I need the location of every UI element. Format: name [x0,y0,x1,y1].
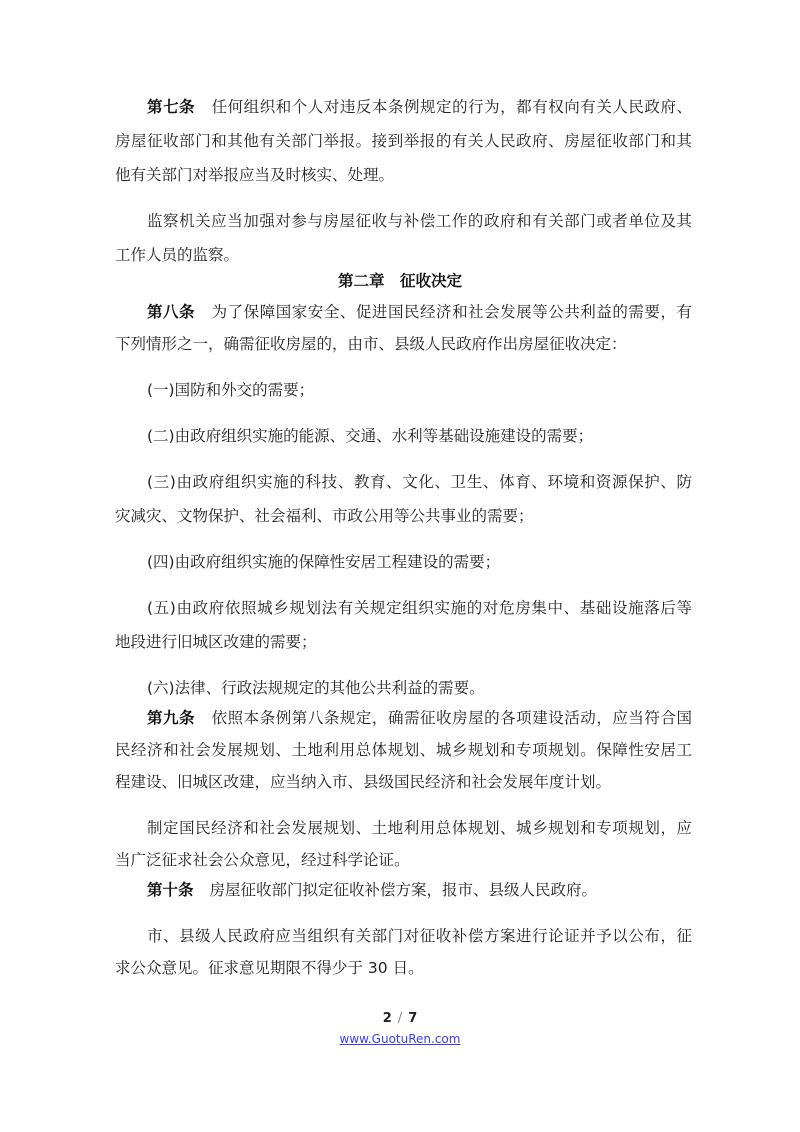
article-label: 第十条 [147,881,194,899]
text-line: 民经济和社会发展规划、土地利用总体规划、城乡规划和专项规划。保障性安居工 [115,741,692,759]
chapter-heading: 第二章 征收决定 [337,272,462,290]
text-line: 监察机关应当加强对参与房屋征收与补偿工作的政府和有关部门或者单位及其 [147,212,692,230]
text-line: 求公众意见。征求意见期限不得少于 30 日。 [115,959,424,977]
text-line: 他有关部门对举报应当及时核实、处理。 [115,166,395,184]
text-line: 下列情形之一，确需征收房屋的，由市、县级人民政府作出房屋征收决定： [115,335,627,353]
text-line: 房屋征收部门和其他有关部门举报。接到举报的有关人民政府、房屋征收部门和其 [115,132,692,150]
text-line: 程建设、旧城区改建，应当纳入市、县级国民经济和社会发展年度计划。 [115,773,612,791]
article-label: 第七条 [147,98,196,116]
text-line: 灾减灾、文物保护、社会福利、市政公用等公共事业的需要； [115,507,534,525]
text-line: 制定国民经济和社会发展规划、土地利用总体规划、城乡规划和专项规划，应 [147,819,692,837]
text-line: 工作人员的监察。 [115,246,240,264]
article-label: 第九条 [147,709,196,727]
list-item: (二)由政府组织实施的能源、交通、水利等基础设施建设的需要； [147,427,594,445]
list-item: (四)由政府组织实施的保障性安居工程建设的需要； [147,553,501,571]
list-item: (一)国防和外交的需要； [147,381,315,399]
list-item: (三)由政府组织实施的科技、教育、文化、卫生、体育、环境和资源保护、防 [147,473,692,491]
website-link[interactable]: www.GuotuRen.com [339,1032,461,1046]
text-line: 地段进行旧城区改建的需要； [115,633,317,651]
article-7-line: 第七条 任何组织和个人对违反本条例规定的行为，都有权向有关人民政府、 [147,98,692,116]
article-label: 第八条 [147,303,196,321]
list-item: (六)法律、行政法规规定的其他公共利益的需要。 [147,679,485,697]
text-line: 当广泛征求社会公众意见，经过科学论证。 [115,851,410,869]
page-number: 2 / 7 [382,1011,418,1026]
text-line: 市、县级人民政府应当组织有关部门对征收补偿方案进行论证并予以公布，征 [147,927,692,945]
article-8-line: 第八条 为了保障国家安全、促进国民经济和社会发展等公共利益的需要，有 [147,303,692,321]
list-item: (五)由政府依照城乡规划法有关规定组织实施的对危房集中、基础设施落后等 [147,599,692,617]
article-9-line: 第九条 依照本条例第八条规定，确需征收房屋的各项建设活动，应当符合国 [147,709,692,727]
article-10-line: 第十条 房屋征收部门拟定征收补偿方案，报市、县级人民政府。 [147,881,598,899]
